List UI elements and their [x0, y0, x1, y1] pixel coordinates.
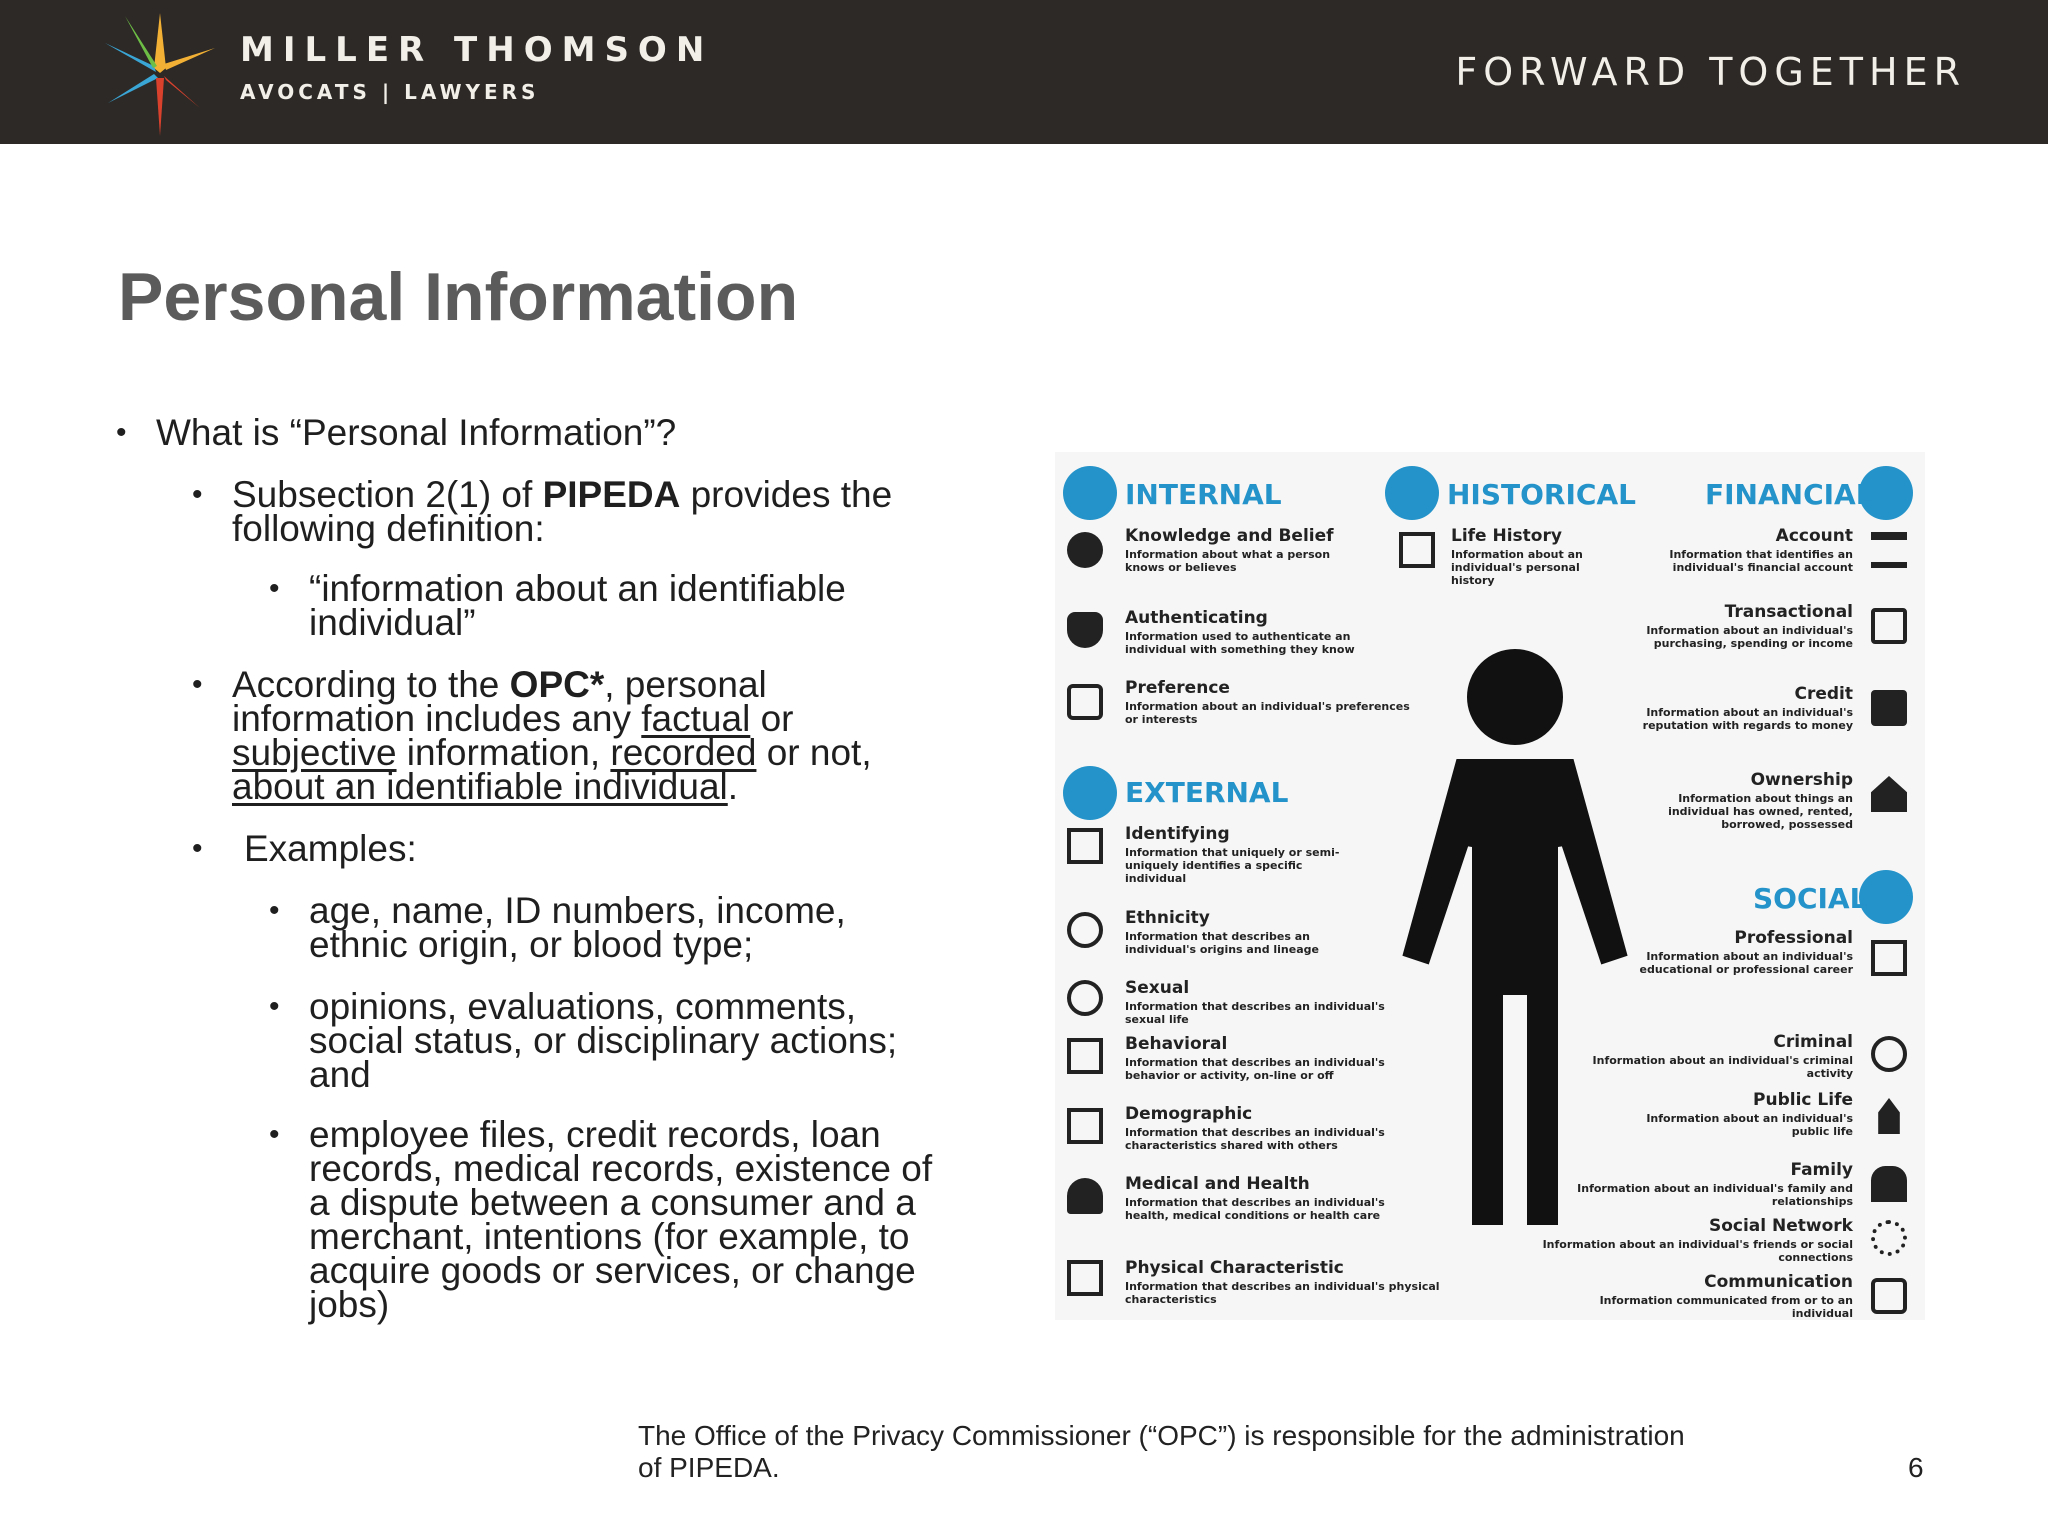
clipboard-icon [1871, 940, 1907, 976]
item-authenticating [1125, 608, 1365, 656]
item-demographic [1125, 1104, 1405, 1152]
pipeda-bold: PIPEDA [542, 474, 681, 515]
item-desc: Information about an individual's reputation with regards to money [1642, 706, 1853, 732]
item-public-life [1633, 1090, 1853, 1138]
bullet-dot: • [269, 990, 280, 1023]
quote-line2: individual” [309, 602, 476, 643]
item-professional [1633, 928, 1853, 976]
opc-subjective: subjective [232, 732, 397, 773]
example-3-line4: merchant, intentions (for example, to [309, 1216, 910, 1257]
item-title: Communication [1704, 1272, 1853, 1292]
item-title: Behavioral [1125, 1034, 1228, 1054]
bullet-question [116, 412, 677, 453]
item-title: Preference [1125, 678, 1230, 698]
example-3-line3: a dispute between a consumer and a [309, 1182, 916, 1223]
item-physical-characteristic [1125, 1258, 1445, 1306]
bullet-examples [192, 828, 417, 869]
example-3-line1: employee files, credit records, loan [309, 1114, 881, 1155]
item-desc: Information that describes an individual's physical characteristics [1125, 1280, 1440, 1306]
examples-label: Examples: [244, 828, 417, 869]
page-number: 6 [1908, 1452, 1924, 1483]
item-ethnicity [1125, 908, 1365, 956]
footnote-line1: The Office of the Privacy Commissioner (“OPC”) is responsible for the administration [638, 1420, 1685, 1451]
item-title: Life History [1451, 526, 1562, 546]
item-desc: Information that describes an individual's behavior or activity, on-line or off [1125, 1056, 1385, 1082]
item-desc: Information that describes an individual's sexual life [1125, 1000, 1385, 1026]
pipeda-line2: following definition: [232, 508, 545, 549]
chat-bubble-icon [1871, 1278, 1907, 1314]
item-desc: Information about an individual's purchasing, spending or income [1646, 624, 1853, 650]
item-title: Credit [1794, 684, 1853, 704]
example-3-line6: jobs) [309, 1284, 390, 1325]
item-desc: Information that uniquely or semi-uniquely identifies a specific individual [1125, 846, 1340, 885]
tagline: FORWARD TOGETHER [1455, 50, 1966, 94]
category-external: EXTERNAL [1125, 776, 1289, 809]
item-desc: Information communicated from or to an individual [1599, 1294, 1853, 1320]
bullet-dot: • [269, 894, 280, 927]
opc-line2: information includes any [232, 698, 642, 739]
item-desc: Information about an individual's friends or social connections [1542, 1238, 1853, 1264]
item-title: Demographic [1125, 1104, 1253, 1124]
item-desc: Information that identifies an individual's financial account [1669, 548, 1853, 574]
wallet-icon [1871, 690, 1907, 726]
item-desc: Information about an individual's personal history [1451, 548, 1583, 587]
example-1-line1: age, name, ID numbers, income, [309, 890, 846, 931]
maze-icon [1067, 1038, 1103, 1074]
footnote-line2: of PIPEDA. [638, 1452, 780, 1483]
church-icon [1871, 1098, 1907, 1134]
item-title: Account [1775, 526, 1853, 546]
star-logo-icon [100, 8, 220, 138]
item-desc: Information about an individual's criminal activity [1592, 1054, 1853, 1080]
item-desc: Information about an individual's educational or professional career [1639, 950, 1853, 976]
shield-icon [1067, 612, 1103, 648]
item-sexual [1125, 978, 1425, 1026]
item-desc: Information that describes an individual's health, medical conditions or health care [1125, 1196, 1385, 1222]
bullet-example-2 [269, 986, 898, 1095]
item-title: Identifying [1125, 824, 1230, 844]
item-ownership [1633, 770, 1853, 831]
bullet-opc [192, 664, 872, 807]
pipeda-text: Subsection 2(1) of [232, 474, 543, 515]
bullet-dot: • [192, 668, 203, 701]
id-card-icon [1067, 828, 1103, 864]
person-silhouette-icon [1395, 637, 1635, 1237]
credit-card-icon [1871, 608, 1907, 644]
item-title: Transactional [1724, 602, 1853, 622]
bullet-dot: • [192, 478, 203, 511]
bullet-pipeda [192, 474, 893, 549]
example-2-line2: social status, or disciplinary actions; [309, 1020, 898, 1061]
example-2-line3: and [309, 1054, 371, 1095]
item-behavioral [1125, 1034, 1405, 1082]
item-title: Authenticating [1125, 608, 1268, 628]
category-financial: FINANCIAL [1705, 478, 1874, 511]
bullet-dot: • [269, 572, 280, 605]
brand-block [240, 30, 713, 104]
globe-icon [1067, 912, 1103, 948]
opc-factual: factual [641, 698, 751, 739]
item-criminal [1553, 1032, 1853, 1080]
category-internal: INTERNAL [1125, 478, 1282, 511]
head-icon [1067, 532, 1103, 568]
item-title: Sexual [1125, 978, 1190, 998]
opc-identifiable: about an identifiable individual [232, 766, 728, 807]
item-credit [1633, 684, 1853, 732]
slide-title: Personal Information [118, 259, 799, 335]
bullet-example-3 [269, 1114, 933, 1325]
family-icon [1871, 1166, 1907, 1202]
opc-recorded: recorded [610, 732, 757, 773]
item-title: Physical Characteristic [1125, 1258, 1344, 1278]
footnote [638, 1420, 1818, 1484]
calendar-icon [1385, 466, 1439, 520]
brand-name: MILLER THOMSON [240, 30, 714, 70]
pipeda-text-post: provides the [680, 474, 893, 515]
item-title: Public Life [1753, 1090, 1853, 1110]
gender-icon [1067, 980, 1103, 1016]
item-identifying [1125, 824, 1365, 885]
house-icon [1871, 776, 1907, 812]
opc-line2-post: or [750, 698, 794, 739]
item-title: Ethnicity [1125, 908, 1210, 928]
item-title: Professional [1734, 928, 1853, 948]
example-3-line5: acquire goods or services, or change [309, 1250, 916, 1291]
document-chart-icon [1067, 1108, 1103, 1144]
bullet-example-1 [269, 890, 846, 965]
item-family [1533, 1160, 1853, 1208]
opc-text-post: , personal [604, 664, 767, 705]
item-desc: Information about an individual's public life [1646, 1112, 1853, 1138]
bullet-dot: • [192, 832, 203, 865]
target-icon [1063, 466, 1117, 520]
item-medical-health [1125, 1174, 1425, 1222]
picture-icon [1399, 532, 1435, 568]
item-desc: Information about what a person knows or believes [1125, 548, 1331, 574]
item-title: Social Network [1708, 1216, 1853, 1236]
opc-line3-post: or not, [756, 732, 872, 773]
bullet-question-text: What is “Personal Information”? [156, 412, 677, 453]
bullet-dot: • [269, 1118, 280, 1151]
opc-line3-mid: information, [396, 732, 611, 773]
item-desc: Information about things an individual has owned, rented, borrowed, possessed [1668, 792, 1853, 831]
item-title: Criminal [1773, 1032, 1853, 1052]
network-icon [1871, 1220, 1907, 1256]
item-communication [1553, 1272, 1853, 1320]
item-title: Knowledge and Belief [1125, 526, 1334, 546]
example-1-line2: ethnic origin, or blood type; [309, 924, 754, 965]
item-preference [1125, 678, 1425, 726]
personal-info-infographic [1055, 452, 1925, 1320]
item-social-network [1533, 1216, 1853, 1264]
example-2-line1: opinions, evaluations, comments, [309, 986, 857, 1027]
category-social: SOCIAL [1753, 882, 1868, 915]
item-transactional [1633, 602, 1853, 650]
item-desc: Information about an individual's family and relationships [1577, 1182, 1853, 1208]
opc-period: . [727, 766, 739, 807]
item-title: Ownership [1750, 770, 1853, 790]
item-life-history [1451, 526, 1621, 587]
item-desc: Information that describes an individual's characteristics shared with others [1125, 1126, 1385, 1152]
item-knowledge-belief [1125, 526, 1365, 574]
bank-icon [1871, 532, 1907, 568]
item-account [1633, 526, 1853, 574]
thumbs-up-icon [1067, 684, 1103, 720]
bullet-dot: • [116, 416, 127, 449]
item-desc: Information about an individual's preferences or interests [1125, 700, 1410, 726]
heartbeat-icon [1067, 1178, 1103, 1214]
target-icon [1063, 766, 1117, 820]
height-icon [1067, 1260, 1103, 1296]
category-historical: HISTORICAL [1447, 478, 1636, 511]
example-3-line2: records, medical records, existence of [309, 1148, 933, 1189]
item-title: Family [1790, 1160, 1853, 1180]
header-band [0, 0, 2048, 144]
quote-line1: “information about an identifiable [309, 568, 846, 609]
opc-text: According to the [232, 664, 510, 705]
opc-bold: OPC* [509, 664, 605, 705]
item-desc: Information used to authenticate an individual with something they know [1125, 630, 1355, 656]
brand-subtitle: AVOCATS | LAWYERS [240, 80, 540, 104]
bullet-quote [269, 568, 846, 643]
handcuffs-icon [1871, 1036, 1907, 1072]
item-title: Medical and Health [1125, 1174, 1310, 1194]
item-desc: Information that describes an individual's origins and lineage [1125, 930, 1319, 956]
